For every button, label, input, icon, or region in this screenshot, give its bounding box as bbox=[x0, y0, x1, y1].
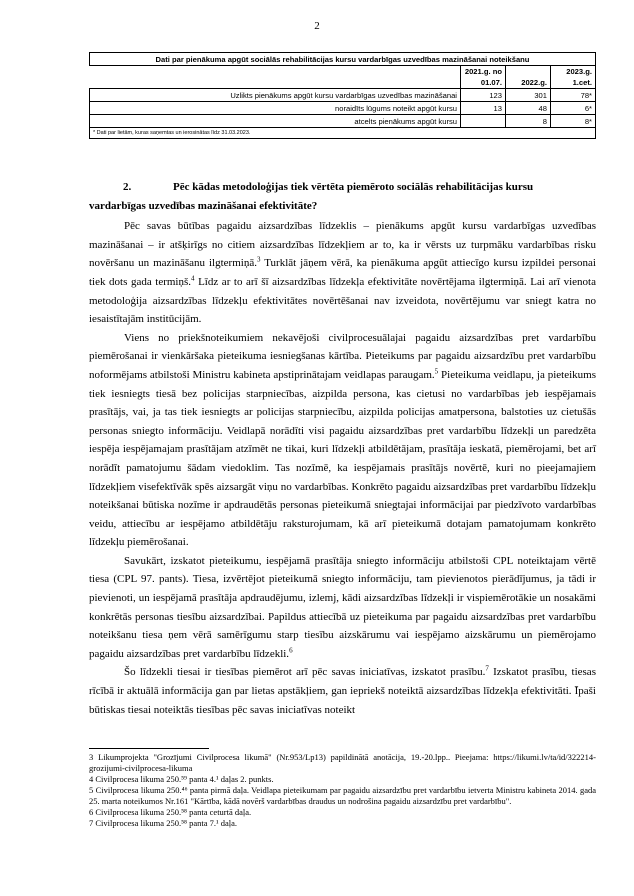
table-cell: 123 bbox=[461, 89, 506, 102]
table-cell: 8* bbox=[551, 115, 596, 128]
footnote-6: 6 Civilprocesa likuma 250.⁵⁸ panta ceturtā daļa. bbox=[89, 807, 252, 817]
table-col-header-2022: 2022.g. bbox=[506, 66, 551, 89]
footnote-separator bbox=[89, 748, 209, 749]
table-col-header-2021: 2021.g. no 01.07. bbox=[461, 66, 506, 89]
paragraph-text: Pēc savas būtības pagaidu aizsardzības līdzeklis – pienākums apgūt kursu vardarbīgas uzvedības mazināšanai – ir atšķirīgs no citiem aizsardzības līdzekļiem ar to, ka ir vērsts uz turpmāku vardarbības risku novēršanu un mazināšanu ilgtermiņā. bbox=[89, 220, 596, 270]
paragraph-text: Viens no priekšnoteikumiem nekavējoši civilprocesuālajai pagaidu aizsardzības pret vardarbību piemērošanai ir vienkāršaka pieteikuma iesniegšanas kārtība. Pieteikums par pagaidu aizsardzību pret vardarbību noformējams atbilstoši Ministru kabineta apstiprinātajam veidlapas paraugam. bbox=[89, 331, 596, 381]
paragraph-text: Savukārt, izskatot pieteikumu, iespējamā prasītāja sniegto informāciju atbilstoši CPL noteiktajam vērtē tiesa (CPL 97. pants). Tiesa, izvērtējot pieteikumā sniegto informāciju, tam pievienotos pierādījumus, ja tādi ir pievienoti, un iespējamā prasītāja apdraudējumu, izlemj, kādi aizsardzības līdzekļi ir vispiemērotākie un nosakāmi konkrētās personas tiesību aizsardzībai. Papildus attiecībā uz pieteikuma par pagaidu aizsardzības pret vardarbību noteikšanu tiesa ņem vērā samērīgumu starp tiesību aizskārumu vai iespējamo aizskārumu un piemērojamo pagaidu aizsardzības pret vardarbību līdzekli. bbox=[89, 554, 596, 660]
paragraph-3 bbox=[89, 552, 596, 664]
table-cell: 78* bbox=[551, 89, 596, 102]
paragraph-text: Turklāt jāņem vērā, ka pienākuma apgūt attiecīgo kursu izpildei personai tiek dots gada termiņš. bbox=[89, 257, 596, 288]
table-cell: 301 bbox=[506, 89, 551, 102]
footnote-ref-7[interactable]: 7 bbox=[485, 664, 489, 673]
main-content bbox=[89, 178, 596, 719]
section-title-line1: Pēc kādas metodoloģijas tiek vērtēta piemēroto sociālās rehabilitācijas kursu bbox=[173, 181, 534, 193]
footnote-3: 3 Likumprojekta "Grozījumi Civilprocesa likumā" (Nr.953/Lp13) papildinātā anotācija, 19.-20.lpp.. Pieejama: https://likumi.lv/ta/id/322214-grozijumi-civilprocesa-likuma bbox=[89, 752, 596, 773]
page-number: 2 bbox=[314, 20, 320, 32]
table-row-label: noraidīts lūgums noteikt apgūt kursu bbox=[90, 102, 461, 115]
table-row-label: Uzlikts pienākums apgūt kursu vardarbīgas uzvedības mazināšanai bbox=[90, 89, 461, 102]
footnote-5: 5 Civilprocesa likuma 250.⁴⁶ panta pirmā daļa. Veidlapa pieteikumam par pagaidu aizsardzību pret vardarbību ietverta Ministru kabineta 2014. gada 25. marta noteikumos Nr.161 "Kārtība, kādā novērš vardarbības draudus un nodrošina pagaidu aizsardzību pret vardarbību". bbox=[89, 785, 596, 806]
table-cell: 6* bbox=[551, 102, 596, 115]
statistics-table bbox=[89, 52, 596, 139]
table-row bbox=[90, 115, 596, 128]
footnote-7: 7 Civilprocesa likuma 250.⁵⁸ panta 7.¹ daļa. bbox=[89, 818, 237, 828]
section-number: 2. bbox=[123, 181, 132, 193]
footnote-ref-5[interactable]: 5 bbox=[434, 367, 439, 376]
table-cell: 48 bbox=[506, 102, 551, 115]
table-title: Dati par pienākuma apgūt sociālās rehabilitācijas kursu vardarbīgas uzvedības mazināšanai noteikšanu bbox=[90, 53, 596, 66]
paragraph-text: Šo līdzekli tiesai ir tiesības piemērot arī pēc savas iniciatīvas, izskatot prasību. bbox=[124, 666, 486, 679]
table-row bbox=[90, 89, 596, 102]
paragraph-1 bbox=[89, 217, 596, 329]
footnotes bbox=[89, 752, 596, 829]
table-cell: 13 bbox=[461, 102, 506, 115]
footnote-ref-4[interactable]: 4 bbox=[191, 274, 195, 283]
table-col-header-2023: 2023.g. 1.cet. bbox=[551, 66, 596, 89]
footnote-ref-3[interactable]: 3 bbox=[256, 255, 261, 264]
footnote-4: 4 Civilprocesa likuma 250.⁵⁹ panta 4.¹ daļas 2. punkts. bbox=[89, 774, 274, 784]
footnote-ref-6[interactable]: 6 bbox=[289, 646, 293, 655]
paragraph-text: Izskatot prasību, tiesas rīcībā ir aktuālā informācija gan par lietas apstākļiem, gan iepriekš noteiktā aizsardzības līdzekļa efektivitāti. Īpaši būtiskas tiesai noteiktās tiesības pēc savas iniciatīvas noteikt bbox=[89, 666, 596, 716]
paragraph-4 bbox=[89, 663, 596, 719]
table-row-label: atcelts pienākums apgūt kursu bbox=[90, 115, 461, 128]
section-heading bbox=[89, 178, 596, 215]
table-cell: 8 bbox=[506, 115, 551, 128]
table-header-blank bbox=[90, 66, 461, 89]
paragraph-text: Līdz ar to arī šī aizsardzības līdzekļa efektivitāte novērtējama ilgtermiņā. Lai arī vienota metodoloģija aizsardzības līdzekļu efektivitātes novērtēšanai nav izveidota, novērtējumu var sniegt katra no iesaistītajām institūcijām. bbox=[89, 275, 596, 326]
table-note: * Dati par lietām, kuras saņemtas un ierosinātas līdz 31.03.2023. bbox=[90, 128, 596, 139]
table-row bbox=[90, 102, 596, 115]
paragraph-2 bbox=[89, 329, 596, 552]
table-cell bbox=[461, 115, 506, 128]
paragraph-text: Pieteikuma veidlapu, ja pieteikums tiek iesniegts tiesā bez policijas starpniecības, aizpilda persona, kas cietusi no vardarbības jeb iespējamais prasītājs, vai, ja tas tiek iesniegts ar policijas starpniecību, aizpilda policijas amatpersona, balstoties uz cietušās personas sniegto informāciju. Veidlapā norādīti visi pagaidu aizsardzības pret vardarbību līdzekļi un paredzēta iespēja iespējamajam prasītājam atzīmēt ne tikai, kuri līdzekļi atbildētājam, prasītāja ieskatā, piemērojami, bet arī norādīt pamatojumu šādam viedoklim. Tas nozīmē, ka iespējamais prasītājs novērtē, kuri no pieejamajiem līdzekļiem visefektīvāk spēs aizsargāt viņu no vardarbības. Konkrēto pagaidu aizsardzības pret vardarbību līdzekļu noteikšanai būtiska nozīme ir apdraudētās personas pieteikumā sniegtajai informācijai par piedzīvoto vardarbības veidu, attiecību ar iespējamo atbildētāju raksturojumam, kā arī pieteikumā dotajam pamatojumam konkrēto līdzekļu piemērošanai. bbox=[89, 368, 596, 549]
section-title-line2: vardarbīgas uzvedības mazināšanai efektivitāte? bbox=[89, 199, 318, 212]
